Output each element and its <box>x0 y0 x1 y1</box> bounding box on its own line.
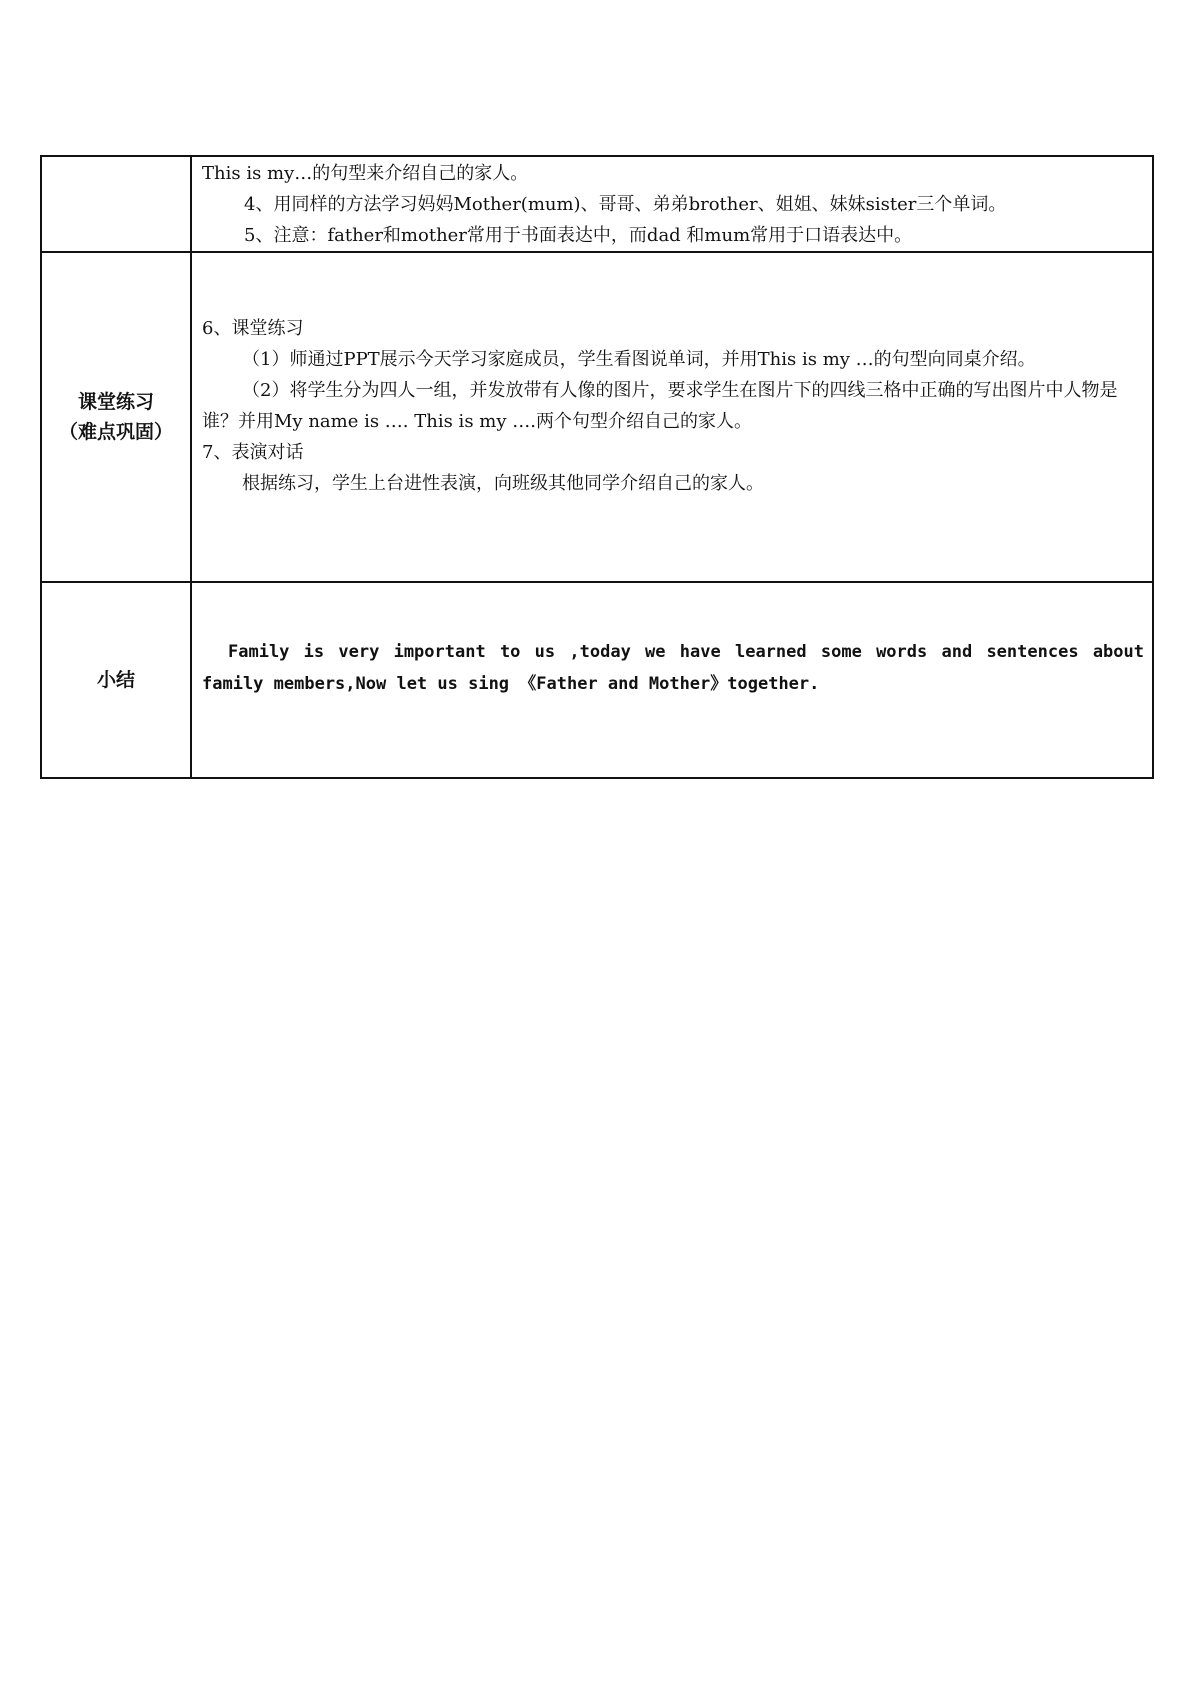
row-label-empty <box>41 156 191 252</box>
content-cell <box>191 156 1153 252</box>
table-row <box>41 582 1153 778</box>
table-row <box>41 252 1153 582</box>
content-cell <box>191 252 1153 582</box>
paragraph: （1）师通过PPT展示今天学习家庭成员，学生看图说单词，并用This is my …的句型向同桌介绍。 <box>242 349 1036 370</box>
paragraph: （2）将学生分为四人一组，并发放带有人像的图片，要求学生在图片下的四线三格中正确的写出图片中人物是谁？并用My name is …. This is my ….两个句型介绍自己的家人。 <box>202 380 1118 432</box>
summary-paragraph: Family is very important to us ,today we have learned some words and sentences about family members,Now let us sing 《Father and Mother》together. <box>202 642 1144 694</box>
section-heading: 6、课堂练习 <box>202 318 304 339</box>
lesson-plan-table <box>40 155 1154 779</box>
text-line: This is my…的句型来介绍自己的家人。 <box>202 163 529 184</box>
row-label-classroom-practice <box>41 252 191 582</box>
label-line: 课堂练习 <box>77 391 154 413</box>
table-row <box>41 156 1153 252</box>
text-line: 5、注意：father和mother常用于书面表达中，而dad 和mum常用于口语表达中。 <box>244 225 913 246</box>
text-line: 4、用同样的方法学习妈妈Mother(mum)、哥哥、弟弟brother、姐姐、妹妹sister三个单词。 <box>244 194 1007 215</box>
row-label-summary: 小结 <box>41 582 191 778</box>
paragraph: 根据练习，学生上台进性表演，向班级其他同学介绍自己的家人。 <box>242 473 764 494</box>
label-line: （难点巩固） <box>58 421 173 443</box>
content-cell <box>191 582 1153 778</box>
section-heading: 7、表演对话 <box>202 442 304 463</box>
